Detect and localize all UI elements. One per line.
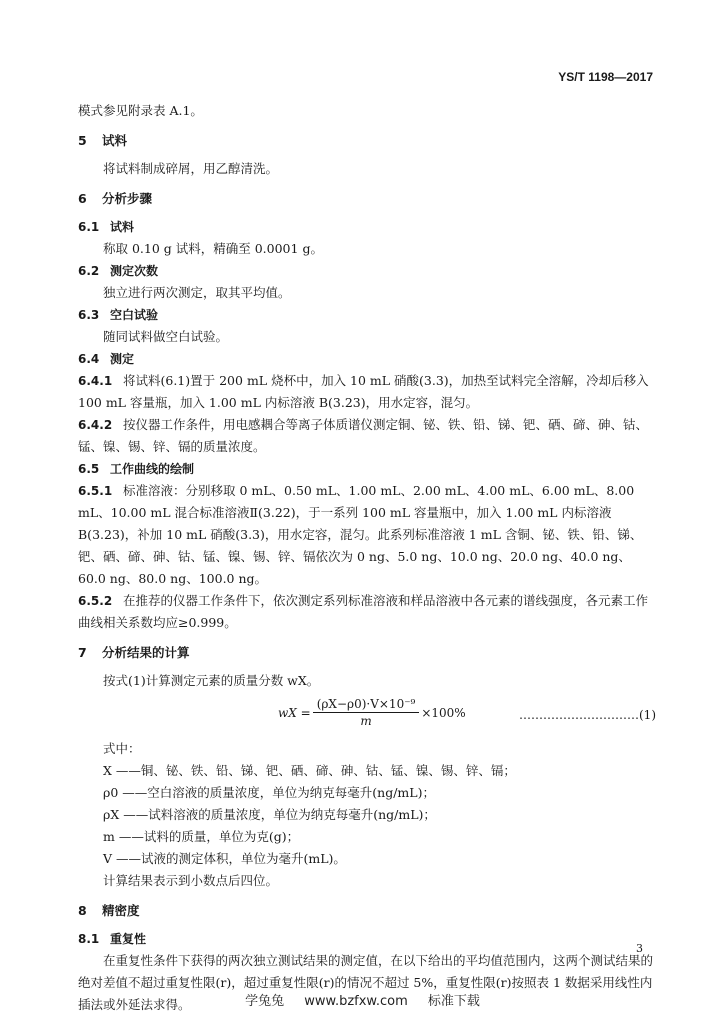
watermark-url[interactable]: www.bzfxw.com [304, 994, 408, 1009]
formula-fraction [313, 696, 420, 729]
intro-line: 模式参见附录表 A.1。 [78, 103, 203, 118]
formula-denominator: m [360, 714, 372, 728]
subsection-number: 6.5 [78, 462, 100, 476]
section-5-heading [78, 130, 656, 152]
section-title: 分析结果的计算 [102, 645, 190, 660]
section-title: 分析步骤 [102, 191, 153, 206]
watermark-tagline: 标准下载 [427, 994, 480, 1009]
section-8-1-heading [78, 928, 656, 950]
section-6-4-1-paragraph [78, 370, 656, 414]
clause-number: 6.5.2 [78, 594, 113, 608]
clause-number: 6.4.1 [78, 374, 113, 388]
section-6-1-heading [78, 216, 656, 238]
formula-lead: 按式(1)计算测定元素的质量分数 wX。 [103, 673, 320, 688]
definition-line: m ——试料的质量，单位为克(g)； [103, 829, 300, 844]
clause-text: 在推荐的仪器工作条件下，依次测定系列标准溶液和样品溶液中各元素的谱线强度，各元素工作曲线相关系数均应≥0.999。 [78, 593, 649, 630]
definition-line: ρ0 ——空白溶液的质量浓度，单位为纳克每毫升(ng/mL)； [103, 785, 435, 800]
definition-line: ρX ——试料溶液的质量浓度，单位为纳克每毫升(ng/mL)； [103, 807, 436, 822]
section-7-heading [78, 642, 656, 664]
where-label: 式中： [103, 741, 141, 756]
watermark-bar [0, 990, 725, 1009]
formula-tag: …………………………(1) [519, 708, 656, 722]
section-6-5-heading [78, 458, 656, 480]
subsection-title: 空白试验 [110, 308, 159, 322]
clause-text: 按仪器工作条件，用电感耦合等离子体质谱仪测定铜、铋、铁、铅、锑、钯、硒、碲、砷、钴、锰、镍、锡、锌、镉的质量浓度。 [78, 417, 649, 454]
clause-number: 6.5.1 [78, 484, 113, 498]
subsection-number: 6.1 [78, 220, 100, 234]
clause-text: 将试料(6.1)置于 200 mL 烧杯中，加入 10 mL 硝酸(3.3)，加热至试料完全溶解，冷却后移入 100 mL 容量瓶，加入 1.00 mL 内标溶液 B(3.23)，用水定容，混匀。 [78, 373, 649, 410]
formula-suffix: ×100% [421, 705, 466, 720]
formula-1 [78, 694, 656, 734]
page-content [78, 100, 656, 1016]
section-6-4-2-paragraph [78, 414, 656, 458]
section-6-3-heading [78, 304, 656, 326]
section-6-heading [78, 188, 656, 210]
section-title: 精密度 [102, 903, 140, 918]
formula-numerator: (ρX−ρ0)·V×10⁻⁹ [313, 696, 420, 713]
section-number: 7 [78, 645, 87, 660]
section-6-2-body: 独立进行两次测定，取其平均值。 [103, 285, 291, 300]
section-8-1-body: 在重复性条件下获得的两次独立测试结果的测定值，在以下给出的平均值范围内，这两个测试结果的绝对差值不超过重复性限(r)，超过重复性限(r)的情况不超过 5%，重复性限(r)按照表 1 数据采用线性内插法或外延法求得。 [78, 953, 654, 1012]
section-6-1-body: 称取 0.10 g 试料，精确至 0.0001 g。 [103, 241, 323, 256]
subsection-title: 工作曲线的绘制 [110, 462, 195, 476]
subsection-number: 8.1 [78, 932, 100, 946]
section-8-heading [78, 900, 656, 922]
subsection-title: 测定 [110, 352, 135, 366]
subsection-number: 6.2 [78, 264, 100, 278]
section-number: 6 [78, 191, 87, 206]
section-number: 5 [78, 133, 87, 148]
section-6-3-body: 随同试料做空白试验。 [103, 329, 229, 344]
subsection-number: 6.3 [78, 308, 100, 322]
section-5-body: 将试料制成碎屑，用乙醇清洗。 [103, 161, 279, 176]
section-6-5-2-paragraph [78, 590, 656, 634]
subsection-title: 试料 [110, 220, 135, 234]
standard-number: YS/T 1198—2017 [558, 70, 653, 84]
section-6-5-1-paragraph [78, 480, 656, 590]
result-precision-note: 计算结果表示到小数点后四位。 [103, 873, 279, 888]
formula-lhs: wX = [278, 705, 311, 720]
subsection-title: 测定次数 [110, 264, 159, 278]
section-6-2-heading [78, 260, 656, 282]
subsection-title: 重复性 [110, 932, 147, 946]
section-number: 8 [78, 903, 87, 918]
clause-text: 标准溶液：分别移取 0 mL、0.50 mL、1.00 mL、2.00 mL、4.00 mL、6.00 mL、8.00 mL、10.00 mL 混合标准溶液Ⅱ(3.22)，于一系列 100 mL 容量瓶中，加入 1.00 mL 内标溶液 B(3.23)，补加 10 mL 硝酸(3.3)，用水定容，混匀。此系列标准溶液 1 mL 含铜、铋、铁、铅、锑、钯、硒、碲、砷、钴、锰、镍、锡、锌、镉依次为 0 ng、5.0 ng、10.0 ng、20.0 ng、40.0 ng、60.0 ng、80.0 ng、100.0 ng。 [78, 483, 643, 586]
definition-line: X ——铜、铋、铁、铅、锑、钯、硒、碲、砷、钴、锰、镍、锡、锌、镉； [103, 763, 516, 778]
definition-line: V ——试液的测定体积，单位为毫升(mL)。 [103, 851, 346, 866]
section-6-4-heading [78, 348, 656, 370]
watermark-site-name: 学兔兔 [245, 994, 285, 1009]
subsection-number: 6.4 [78, 352, 100, 366]
page-number: 3 [636, 942, 643, 955]
section-title: 试料 [102, 133, 128, 148]
clause-number: 6.4.2 [78, 418, 113, 432]
formula-expression [278, 696, 466, 729]
